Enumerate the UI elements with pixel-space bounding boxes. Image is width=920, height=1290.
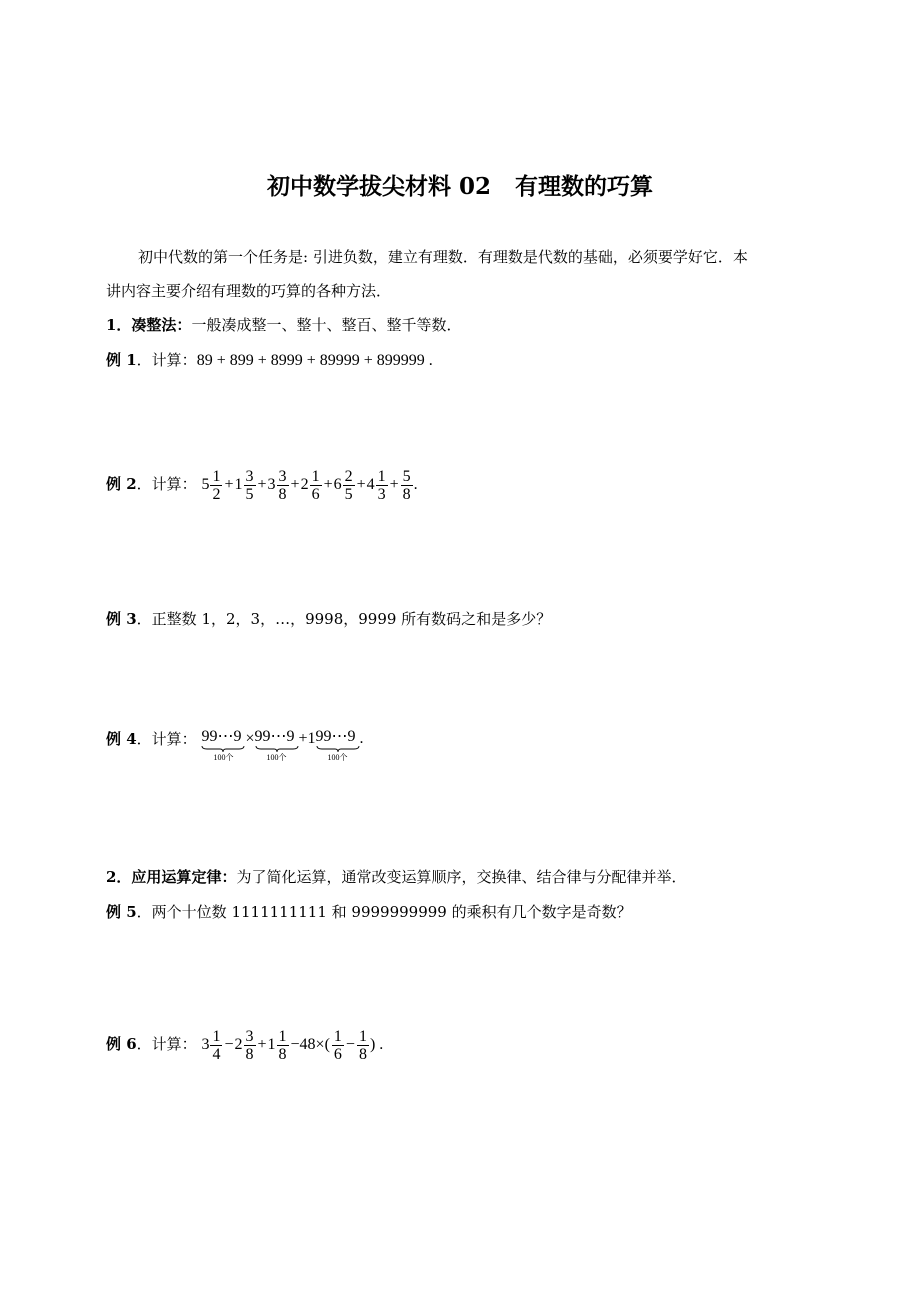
underbrace-term-1: [201, 728, 245, 763]
term-whole: 5: [201, 476, 210, 494]
fraction: [376, 468, 388, 503]
term-whole: 3: [267, 476, 276, 494]
numerator: 1: [358, 1028, 367, 1045]
numerator: 1: [278, 1028, 287, 1045]
fraction: [401, 468, 413, 503]
expression-end: ) .: [369, 1036, 384, 1054]
times-sign: ×: [245, 730, 255, 747]
operator: +: [257, 476, 267, 494]
example-6: [106, 1028, 383, 1063]
operator: +: [257, 1036, 267, 1054]
example-3-text: ．正整数 1，2，3，…，9998，9999 所有数码之和是多少？: [136, 610, 552, 628]
brace-label: 100个: [327, 753, 348, 762]
example-4: [106, 728, 364, 767]
numerator: 1: [333, 1028, 342, 1045]
operator: −: [224, 1036, 234, 1054]
plus-one: +1: [298, 730, 316, 747]
section-1-heading: 1．凑整法：: [106, 316, 192, 334]
numerator: 1: [212, 468, 221, 485]
section-2-text: 为了简化运算，通常改变运算顺序，交换律、结合律与分配律并举．: [236, 868, 687, 886]
example-6-expression: [201, 1028, 384, 1063]
term-whole: 2: [300, 476, 309, 494]
denominator: 5: [245, 486, 254, 503]
example-1: [106, 349, 433, 372]
denominator: 8: [358, 1046, 367, 1063]
numerator: 3: [245, 1028, 254, 1045]
operator: +: [389, 476, 399, 494]
example-4-label: 例 4: [106, 730, 137, 748]
term-whole: 1: [267, 1036, 276, 1054]
fraction: [244, 468, 256, 503]
example-4-expression: [201, 728, 364, 764]
underbrace-icon: [255, 746, 299, 753]
underbrace-icon: [201, 746, 245, 753]
operator: +: [224, 476, 234, 494]
denominator: 5: [344, 486, 353, 503]
example-3: [106, 608, 551, 630]
fraction: [357, 1028, 369, 1063]
term-2: 99⋯9: [254, 728, 295, 745]
example-2: [106, 468, 418, 503]
expression-end: .: [359, 730, 364, 747]
intro-line-2: 讲内容主要介绍有理数的巧算的各种方法．: [106, 282, 392, 300]
title-part-1: 初中数学拔尖材料 02: [266, 173, 491, 200]
operator: +: [323, 476, 333, 494]
term-1: 99⋯9: [201, 728, 242, 745]
denominator: 8: [402, 486, 411, 503]
fraction: [310, 468, 322, 503]
operator: +: [290, 476, 300, 494]
example-1-label: 例 1: [106, 351, 137, 369]
numerator: 3: [245, 468, 254, 485]
denominator: 6: [311, 486, 320, 503]
fraction: [210, 1028, 222, 1063]
underbrace-term-3: [316, 728, 360, 763]
denominator: 8: [245, 1046, 254, 1063]
operator: −: [345, 1036, 355, 1054]
example-6-label: 例 6: [106, 1035, 137, 1054]
numerator: 2: [344, 468, 353, 485]
example-6-prompt: ．计算：: [136, 1035, 197, 1054]
term-whole: 4: [366, 476, 375, 494]
fraction: [277, 468, 289, 503]
fraction: [343, 468, 355, 503]
brace-label: 100个: [213, 753, 234, 762]
title-part-2: 有理数的巧算: [515, 173, 653, 200]
expression-end: .: [413, 476, 418, 494]
fraction: [277, 1028, 289, 1063]
example-5-label: 例 5: [106, 903, 137, 921]
intro-line-1: 初中代数的第一个任务是: 引进负数，建立有理数．有理数是代数的基础，必须要学好它．本: [138, 248, 748, 266]
example-5: [106, 901, 632, 923]
example-4-prompt: ．计算：: [136, 730, 197, 748]
numerator: 1: [311, 468, 320, 485]
term-whole: 6: [333, 476, 342, 494]
example-5-text: ．两个十位数 1111111111 和 9999999999 的乘积有几个数字是奇数？: [136, 903, 632, 921]
term-whole: 2: [234, 1036, 243, 1054]
numerator: 3: [278, 468, 287, 485]
example-2-prompt: ．计算：: [136, 475, 197, 494]
operator: −48×(: [290, 1036, 330, 1054]
section-2-heading: 2．应用运算定律：: [106, 868, 237, 886]
numerator: 5: [402, 468, 411, 485]
numerator: 1: [212, 1028, 221, 1045]
section-1: [106, 314, 461, 336]
example-3-label: 例 3: [106, 610, 137, 628]
example-2-expression: [201, 468, 418, 503]
term-whole: 1: [234, 476, 243, 494]
term-3: 99⋯9: [315, 728, 356, 745]
section-1-text: 一般凑成整一、整十、整百、整千等数．: [191, 316, 462, 334]
fraction: [332, 1028, 344, 1063]
example-2-label: 例 2: [106, 475, 137, 494]
denominator: 3: [377, 486, 386, 503]
section-2: [106, 866, 686, 888]
example-1-expression: 89 + 899 + 8999 + 89999 + 899999 .: [196, 352, 433, 369]
page-title: [0, 168, 920, 201]
underbrace-term-2: [255, 728, 299, 763]
denominator: 8: [278, 1046, 287, 1063]
fraction: [210, 468, 222, 503]
denominator: 4: [212, 1046, 221, 1063]
numerator: 1: [377, 468, 386, 485]
term-whole: 3: [201, 1036, 210, 1054]
denominator: 6: [333, 1046, 342, 1063]
denominator: 2: [212, 486, 221, 503]
example-1-prompt: ．计算：: [136, 351, 197, 369]
denominator: 8: [278, 486, 287, 503]
operator: +: [356, 476, 366, 494]
underbrace-icon: [316, 746, 360, 753]
brace-label: 100个: [266, 753, 287, 762]
fraction: [244, 1028, 256, 1063]
